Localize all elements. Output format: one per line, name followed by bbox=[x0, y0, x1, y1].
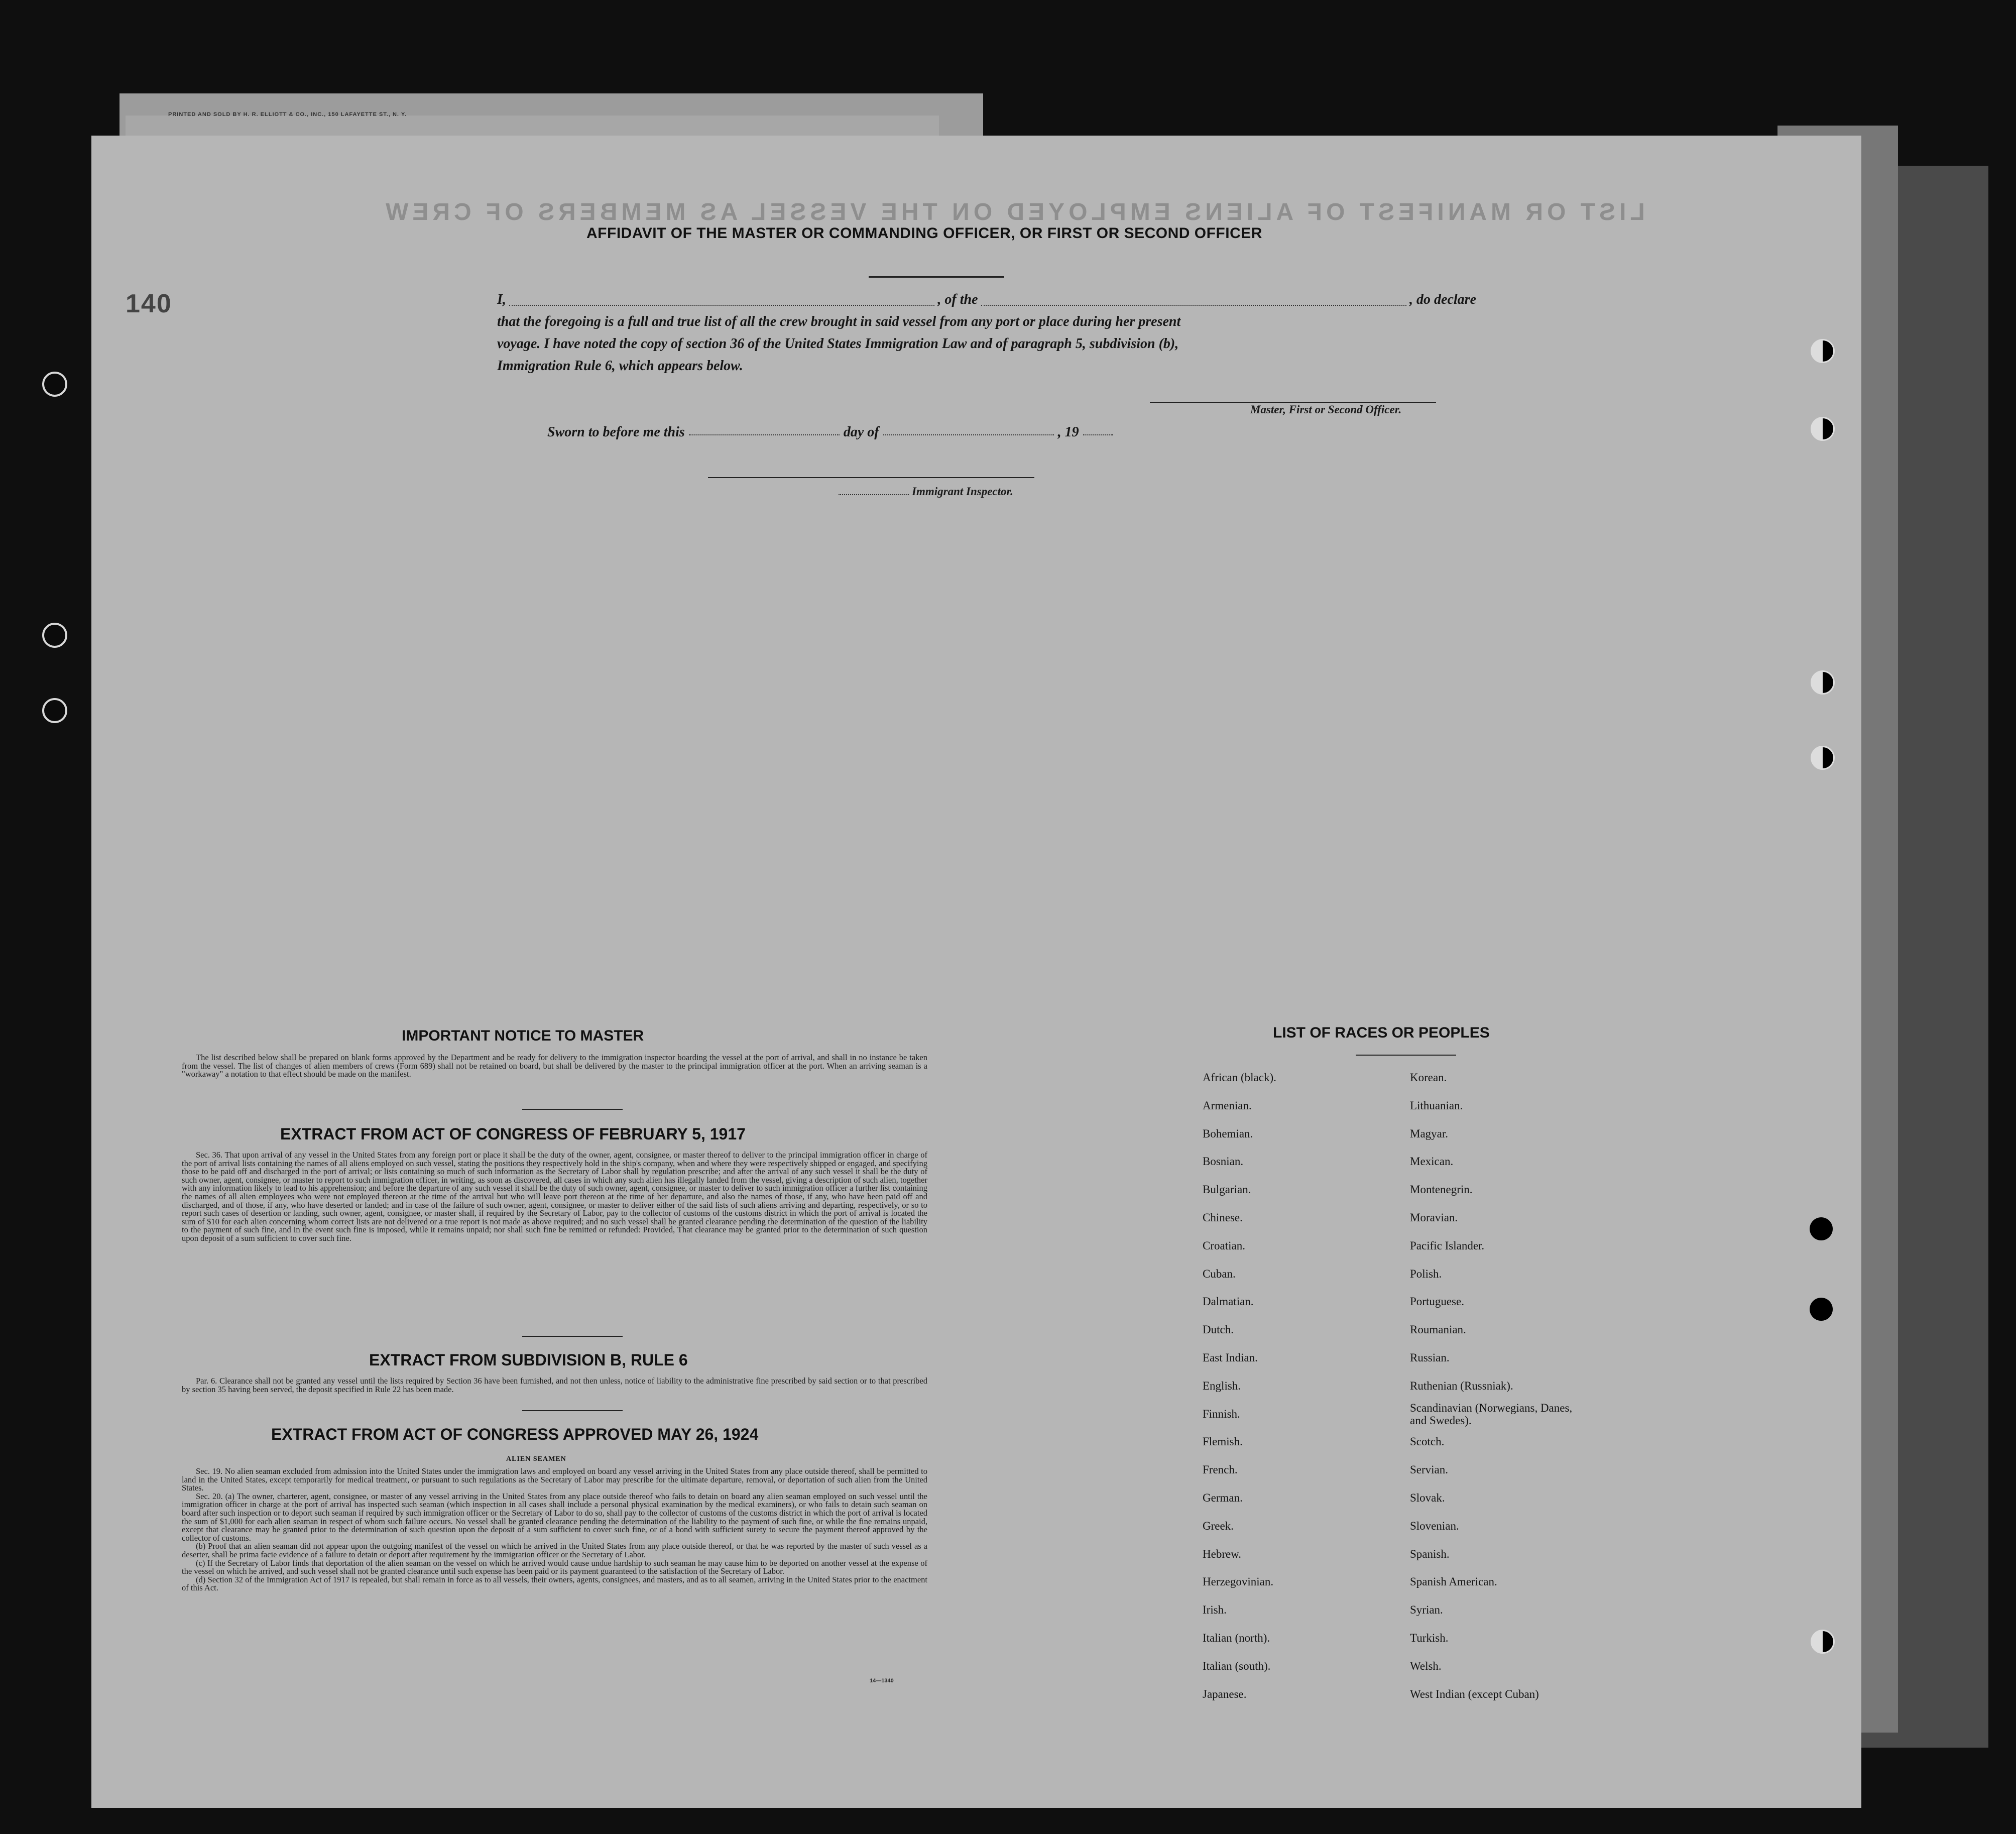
master-name-blank[interactable] bbox=[509, 305, 935, 306]
race-item-right-9: Portuguese. bbox=[1410, 1295, 1464, 1308]
race-item-left-2: Armenian. bbox=[1203, 1099, 1252, 1112]
races-title: LIST OF RACES OR PEOPLES bbox=[1273, 1024, 1490, 1041]
race-item-left-11: East Indian. bbox=[1203, 1351, 1258, 1364]
notice-title: IMPORTANT NOTICE TO MASTER bbox=[402, 1027, 644, 1044]
race-item-right-19: Spanish American. bbox=[1410, 1575, 1497, 1588]
extract-rule6-rule bbox=[522, 1410, 623, 1411]
race-item-left-15: French. bbox=[1203, 1463, 1238, 1476]
punch-hole bbox=[1810, 1217, 1833, 1240]
extract-rule6-paragraph: Par. 6. Clearance shall not be granted any vessel until the lists required by Section 36 have been furnished, and not then unless, notice of liability to the administrative fine prescribed by said section or to that prescribed by section 35 having been served, the deposit specified in Rule 22 has been made. bbox=[182, 1376, 927, 1394]
notice-rule bbox=[522, 1109, 623, 1110]
race-item-left-19: Herzegovinian. bbox=[1203, 1575, 1274, 1588]
punch-hole bbox=[42, 623, 67, 648]
race-item-left-20: Irish. bbox=[1203, 1603, 1227, 1617]
race-item-right-1: Korean. bbox=[1410, 1071, 1447, 1084]
race-item-left-22: Italian (south). bbox=[1203, 1659, 1271, 1672]
punch-hole bbox=[1811, 339, 1835, 363]
extract-1924-title: EXTRACT FROM ACT OF CONGRESS APPROVED MAY 26, 1924 bbox=[271, 1425, 759, 1443]
races-title-rule bbox=[1356, 1055, 1456, 1056]
race-item-left-7: Croatian. bbox=[1203, 1239, 1245, 1252]
race-item-right-5: Montenegrin. bbox=[1410, 1183, 1473, 1196]
sworn-month-blank[interactable] bbox=[883, 434, 1054, 435]
affidavit-i: I, bbox=[497, 292, 506, 307]
extract-1924-sec20d: (d) Section 32 of the Immigration Act of 1917 is repealed, but shall remain in force as to all vessels, their owners, agents, consignees, and masters, and as to all seamen, arriving in the United States prior to the enactment of this Act. bbox=[182, 1574, 927, 1593]
affidavit-of-the: , of the bbox=[937, 292, 978, 307]
sworn-label: Sworn to before me this bbox=[547, 424, 685, 440]
race-item-right-4: Mexican. bbox=[1410, 1155, 1454, 1168]
page-number: 140 bbox=[126, 289, 172, 318]
affidavit-do-declare: , do declare bbox=[1409, 292, 1477, 307]
race-item-right-18: Spanish. bbox=[1410, 1547, 1450, 1560]
sworn-year-prefix: , 19 bbox=[1057, 424, 1079, 440]
race-item-right-12: Ruthenian (Russniak). bbox=[1410, 1379, 1513, 1392]
race-item-right-6: Moravian. bbox=[1410, 1211, 1458, 1224]
affidavit-line-2: that the foregoing is a full and true list of all the crew brought in said vessel from any port or place during her present bbox=[497, 314, 1181, 329]
extract-1917-rule bbox=[522, 1336, 623, 1337]
race-item-left-10: Dutch. bbox=[1203, 1323, 1234, 1336]
inspector-dots bbox=[839, 494, 909, 495]
extract-1924-subtitle: ALIEN SEAMEN bbox=[506, 1455, 566, 1463]
extract-rule6-body bbox=[182, 1377, 927, 1394]
race-item-left-3: Bohemian. bbox=[1203, 1127, 1253, 1140]
punch-hole bbox=[1811, 746, 1835, 770]
sworn-day-blank[interactable] bbox=[689, 434, 840, 435]
master-signature-label: Master, First or Second Officer. bbox=[1250, 403, 1402, 416]
race-item-right-17: Slovenian. bbox=[1410, 1519, 1459, 1532]
race-item-right-14: Scotch. bbox=[1410, 1435, 1445, 1448]
race-item-right-23: West Indian (except Cuban) bbox=[1410, 1687, 1539, 1700]
bleed-through-heading: LIST OR MANIFEST OF ALIENS EMPLOYED ON THE VESSEL AS MEMBERS OF CREW bbox=[382, 199, 1645, 225]
affidavit-text bbox=[497, 289, 1476, 377]
race-item-left-12: English. bbox=[1203, 1379, 1241, 1392]
punch-hole bbox=[1811, 1630, 1835, 1654]
race-item-right-2: Lithuanian. bbox=[1410, 1099, 1463, 1112]
punch-hole bbox=[1811, 417, 1835, 441]
race-item-left-16: German. bbox=[1203, 1492, 1243, 1504]
extract-1924-sec20a: Sec. 20. (a) The owner, charterer, agent, consignee, or master of any vessel arriving in the United States from any place outside thereof who fails to detain on board any alien seaman employed on such vessel until the immigration officer in charge at the port of arrival has inspected such seaman (which inspection in all cases shall include a personal physical examination by the medical examiners), or who fails to detain such seaman on board after such inspection or to deport such seaman if required by such immigration officer or the Secretary of Labor to do so, shall pay to the collector of customs of the customs district in which the port of arrival is located the sum of $1,000 for each alien seaman in respect of whom such failure occurs. No vessel shall be granted clearance pending the determination of the liability to the payment of such fine, or while the fine remains unpaid, except that clearance may be granted prior to the determination of such question upon the deposit of a sum sufficient to cover such fine, or of a bond with sufficient surety to secure the payment thereof approved by the collector of customs. bbox=[182, 1491, 927, 1543]
inspector-label: Immigrant Inspector. bbox=[912, 485, 1013, 498]
master-signature-line[interactable] bbox=[1150, 402, 1436, 403]
race-item-left-23: Japanese. bbox=[1203, 1687, 1247, 1700]
extract-1917-body bbox=[182, 1151, 927, 1243]
punch-hole bbox=[42, 372, 67, 397]
punch-hole bbox=[1811, 670, 1835, 695]
affidavit-line-3: voyage. I have noted the copy of section 36 of the United States Immigration Law and of paragraph 5, subdivision (b), bbox=[497, 336, 1179, 352]
affidavit-title-rule bbox=[869, 276, 1004, 278]
race-item-right-22: Welsh. bbox=[1410, 1659, 1442, 1672]
race-item-right-3: Magyar. bbox=[1410, 1127, 1449, 1140]
race-item-right-20: Syrian. bbox=[1410, 1603, 1443, 1617]
race-item-right-10: Roumanian. bbox=[1410, 1323, 1466, 1336]
extract-1924-sec20b: (b) Proof that an alien seaman did not appear upon the outgoing manifest of the vessel on which he arrived in the United States from any place outside thereof, or that he was reported by the master of such vessel as a deserter, shall be prima facie evidence of a failure to detain or deport after requirement by the immigration officer or the Secretary of Labor. bbox=[182, 1541, 927, 1559]
affidavit-line-4: Immigration Rule 6, which appears below. bbox=[497, 358, 743, 374]
punch-hole bbox=[1810, 1298, 1833, 1321]
race-item-left-6: Chinese. bbox=[1203, 1211, 1243, 1224]
race-item-right-13: Scandinavian (Norwegians, Danes, and Swedes). bbox=[1410, 1401, 1573, 1427]
punch-hole bbox=[42, 698, 67, 723]
inspector-signature-line[interactable] bbox=[708, 477, 1034, 478]
affidavit-title: AFFIDAVIT OF THE MASTER OR COMMANDING OFFICER, OR FIRST OR SECOND OFFICER bbox=[586, 225, 1262, 242]
race-item-left-21: Italian (north). bbox=[1203, 1632, 1270, 1644]
race-item-right-21: Turkish. bbox=[1410, 1632, 1449, 1644]
extract-1924-sec19: Sec. 19. No alien seaman excluded from admission into the United States under the immigration laws and employed on board any vessel arriving in the United States from any place outside thereof, shall be permitted to land in the United States, except temporarily for medical treatment, or pursuant to such regulations as the Secretary of Labor may prescribe for the ultimate departure, removal, or deportation of such alien from the United States. bbox=[182, 1466, 927, 1493]
race-item-right-11: Russian. bbox=[1410, 1351, 1450, 1364]
race-item-left-5: Bulgarian. bbox=[1203, 1183, 1251, 1196]
race-item-right-15: Servian. bbox=[1410, 1463, 1449, 1476]
race-item-left-8: Cuban. bbox=[1203, 1267, 1236, 1280]
sworn-day-of: day of bbox=[843, 424, 879, 440]
affidavit-line-1 bbox=[497, 289, 1476, 311]
extract-rule6-title: EXTRACT FROM SUBDIVISION B, RULE 6 bbox=[369, 1351, 688, 1369]
extract-1917-paragraph: Sec. 36. That upon arrival of any vessel in the United States from any foreign port or place it shall be the duty of the owner, agent, consignee, or master thereof to deliver to the principal immigration officer in charge of the port of arrival lists containing the names of all aliens employed on such vessel, stating the positions they respectively hold in the ship's company, when and where they were respectively shipped or engaged, and specifying those to be paid off and discharged in the port of arrival; or lists containing so much of such information as the Secretary of Labor shall by regulation prescribe; and after the arrival of any such vessel it shall be the duty of such owner, agent, consignee, or master to report to such immigration officer, in writing, as soon as discovered, all cases in which any such alien has illegally landed from the vessel, giving a description of such alien, together with any information likely to lead to his apprehension; and before the departure of any such vessel it shall be the duty of such owner, agent, consignee, or master to deliver to such immigration officer a further list containing the names of all alien employees who were not employed thereon at the time of the arrival but who will leave port thereon at the time of her departure, and also the names of those, if any, who have been paid off and discharged, and of those, if any, who have deserted or landed; and in case of the failure of such owner, agent, consignee, or master to deliver either of the said lists of such aliens arriving and departing, respectively, or so to report such cases of desertion or landing, such owner, agent, consignee, or master shall, if required by the Secretary of Labor, pay to the collector of customs of the customs district in which the port of arrival is located the sum of $10 for each alien concerning whom correct lists are not delivered or a true report is not made as above required; and no such vessel shall be granted clearance pending the determination of the question of the liability to the payment of such fine, and in the event such fine is imposed, while it remains unpaid; nor shall such fine be remitted or refunded: Provided, That clearance may be granted prior to the determination of such question upon deposit of a sum sufficient to cover such fine. bbox=[182, 1150, 927, 1243]
race-item-right-7: Pacific Islander. bbox=[1410, 1239, 1485, 1252]
extract-1924-body bbox=[182, 1467, 927, 1592]
extract-1917-title: EXTRACT FROM ACT OF CONGRESS OF FEBRUARY 5, 1917 bbox=[280, 1125, 746, 1143]
form-number: 14—1340 bbox=[870, 1678, 894, 1684]
race-item-left-14: Flemish. bbox=[1203, 1435, 1243, 1448]
inspector-label-row bbox=[839, 485, 1013, 498]
race-item-left-1: African (black). bbox=[1203, 1071, 1276, 1084]
vessel-name-blank[interactable] bbox=[981, 305, 1407, 306]
notice-paragraph: The list described below shall be prepared on blank forms approved by the Department and be ready for delivery to the immigration inspector boarding the vessel at the port of arrival, and shall in no instance be taken from the vessel. The list of changes of alien members of crews (Form 689) shall not be retained on board, but shall be delivered by the master to the principal immigration officer at the port. When an arriving seaman is a "workaway" a notation to that effect should be made on the manifest. bbox=[182, 1053, 927, 1079]
race-item-left-4: Bosnian. bbox=[1203, 1155, 1244, 1168]
underlying-sheet-header bbox=[120, 93, 983, 112]
race-item-right-8: Polish. bbox=[1410, 1267, 1442, 1280]
sworn-line bbox=[547, 424, 1117, 440]
race-item-left-17: Greek. bbox=[1203, 1519, 1234, 1532]
race-item-right-16: Slovak. bbox=[1410, 1492, 1445, 1504]
race-item-left-18: Hebrew. bbox=[1203, 1547, 1242, 1560]
sworn-year-blank[interactable] bbox=[1083, 434, 1113, 435]
notice-body bbox=[182, 1054, 927, 1079]
race-item-left-9: Dalmatian. bbox=[1203, 1295, 1254, 1308]
race-item-left-13: Finnish. bbox=[1203, 1407, 1240, 1420]
printer-imprint: PRINTED AND SOLD BY H. R. ELLIOTT & CO., INC., 150 LAFAYETTE ST., N. Y. bbox=[168, 111, 407, 118]
extract-1924-sec20c: (c) If the Secretary of Labor finds that deportation of the alien seaman on the vessel on which he arrived would cause undue hardship to such seaman he may cause him to be deported on another vessel at the expense of the vessel on which he arrived, and such vessel shall not be granted clearance until such expense has been paid or its payment guaranteed to the satisfaction of the Secretary of Labor. bbox=[182, 1558, 927, 1576]
